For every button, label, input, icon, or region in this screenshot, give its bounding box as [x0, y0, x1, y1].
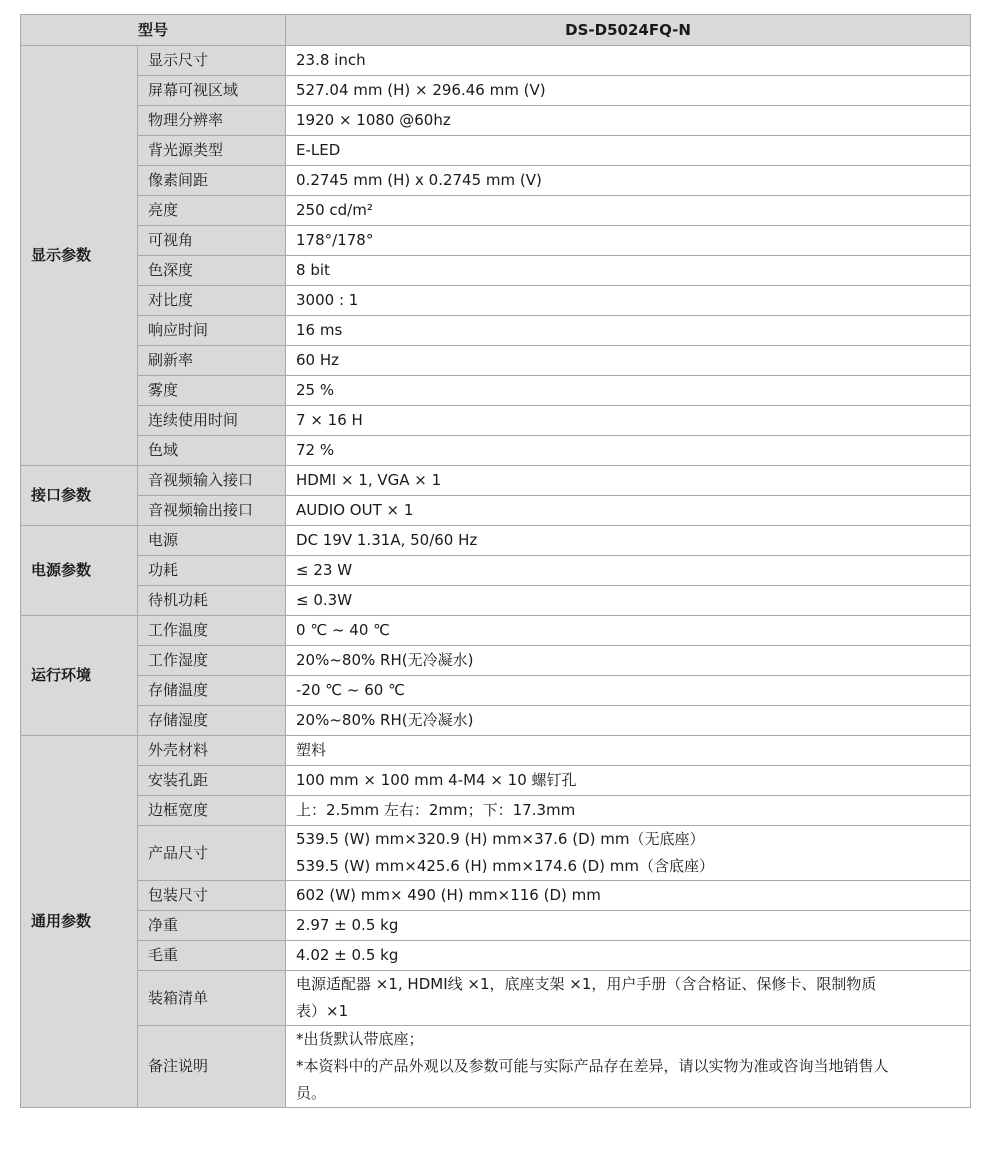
- param-value: [286, 46, 971, 76]
- param-value: [286, 1026, 971, 1108]
- table-row: [21, 436, 971, 466]
- value-line: 0.2745 mm (H) x 0.2745 mm (V): [296, 171, 542, 189]
- table-row: [21, 706, 971, 736]
- table-row: [21, 226, 971, 256]
- table-row: [21, 136, 971, 166]
- header-row: [21, 15, 971, 46]
- param-label: 显示尺寸: [138, 46, 286, 76]
- table-row: [21, 76, 971, 106]
- param-label: 可视角: [138, 226, 286, 256]
- value-line: 178°/178°: [296, 231, 374, 249]
- param-value: [286, 796, 971, 826]
- value-line: 电源适配器 ×1, HDMI线 ×1，底座支架 ×1，用户手册（含合格证、保修卡、限制物质: [296, 975, 877, 993]
- param-value: [286, 766, 971, 796]
- param-value: [286, 256, 971, 286]
- group-label: 显示参数: [21, 46, 138, 466]
- value-line: 7 × 16 H: [296, 411, 363, 429]
- param-label: 存储湿度: [138, 706, 286, 736]
- param-label: 功耗: [138, 556, 286, 586]
- param-label: 音视频输入接口: [138, 466, 286, 496]
- table-row: [21, 466, 971, 496]
- table-row: [21, 316, 971, 346]
- value-line: E-LED: [296, 141, 341, 159]
- param-label: 毛重: [138, 941, 286, 971]
- param-value: [286, 406, 971, 436]
- spec-body: [21, 46, 971, 1108]
- value-line: 539.5 (W) mm×425.6 (H) mm×174.6 (D) mm（含底座）: [296, 857, 715, 875]
- spec-sheet: [20, 14, 971, 1108]
- value-line: 8 bit: [296, 261, 330, 279]
- value-line: 塑料: [296, 741, 327, 759]
- group-label: 通用参数: [21, 736, 138, 1108]
- param-value: [286, 376, 971, 406]
- model-value: DS-D5024FQ-N: [286, 15, 971, 46]
- param-value: [286, 346, 971, 376]
- param-label: 物理分辨率: [138, 106, 286, 136]
- value-line: 0 ℃ ~ 40 ℃: [296, 621, 390, 639]
- model-label: 型号: [21, 15, 286, 46]
- param-label: 工作湿度: [138, 646, 286, 676]
- value-line: 1920 × 1080 @60hz: [296, 111, 451, 129]
- param-value: [286, 706, 971, 736]
- table-row: [21, 826, 971, 881]
- param-label: 亮度: [138, 196, 286, 226]
- param-label: 外壳材料: [138, 736, 286, 766]
- value-line: AUDIO OUT × 1: [296, 501, 414, 519]
- param-label: 音视频输出接口: [138, 496, 286, 526]
- param-value: [286, 556, 971, 586]
- value-line: 员。: [296, 1084, 327, 1102]
- param-value: [286, 911, 971, 941]
- param-value: [286, 466, 971, 496]
- param-value: [286, 586, 971, 616]
- param-label: 色深度: [138, 256, 286, 286]
- table-row: [21, 1026, 971, 1108]
- value-line: 23.8 inch: [296, 51, 366, 69]
- value-line: 上：2.5mm 左右：2mm；下：17.3mm: [296, 801, 576, 819]
- param-label: 电源: [138, 526, 286, 556]
- param-value: [286, 136, 971, 166]
- value-line: 16 ms: [296, 321, 343, 339]
- param-value: [286, 106, 971, 136]
- table-row: [21, 496, 971, 526]
- param-value: [286, 496, 971, 526]
- param-value: [286, 616, 971, 646]
- table-row: [21, 196, 971, 226]
- param-value: [286, 941, 971, 971]
- value-line: DC 19V 1.31A, 50/60 Hz: [296, 531, 478, 549]
- param-label: 对比度: [138, 286, 286, 316]
- value-line: 3000 : 1: [296, 291, 359, 309]
- param-label: 响应时间: [138, 316, 286, 346]
- value-line: 20%~80% RH(无冷凝水): [296, 711, 474, 729]
- param-label: 包装尺寸: [138, 881, 286, 911]
- param-label: 装箱清单: [138, 971, 286, 1026]
- group-label: 接口参数: [21, 466, 138, 526]
- param-label: 备注说明: [138, 1026, 286, 1108]
- param-value: [286, 316, 971, 346]
- value-line: HDMI × 1, VGA × 1: [296, 471, 442, 489]
- param-label: 存储温度: [138, 676, 286, 706]
- param-label: 边框宽度: [138, 796, 286, 826]
- param-value: [286, 436, 971, 466]
- param-label: 工作温度: [138, 616, 286, 646]
- table-row: [21, 256, 971, 286]
- table-row: [21, 676, 971, 706]
- value-line: 72 %: [296, 441, 335, 459]
- param-value: [286, 226, 971, 256]
- param-value: [286, 76, 971, 106]
- param-value: [286, 971, 971, 1026]
- table-row: [21, 971, 971, 1026]
- param-label: 安装孔距: [138, 766, 286, 796]
- table-row: [21, 46, 971, 76]
- param-label: 连续使用时间: [138, 406, 286, 436]
- value-line: 250 cd/m²: [296, 201, 373, 219]
- param-label: 屏幕可视区域: [138, 76, 286, 106]
- table-row: [21, 616, 971, 646]
- param-label: 背光源类型: [138, 136, 286, 166]
- value-line: 60 Hz: [296, 351, 340, 369]
- table-row: [21, 556, 971, 586]
- param-value: [286, 166, 971, 196]
- table-row: [21, 941, 971, 971]
- value-line: ≤ 23 W: [296, 561, 353, 579]
- param-value: [286, 286, 971, 316]
- param-label: 色域: [138, 436, 286, 466]
- param-value: [286, 526, 971, 556]
- value-line: 539.5 (W) mm×320.9 (H) mm×37.6 (D) mm（无底座）: [296, 830, 705, 848]
- param-value: [286, 736, 971, 766]
- spec-table: [20, 14, 971, 1108]
- table-row: [21, 376, 971, 406]
- table-row: [21, 646, 971, 676]
- value-line: ≤ 0.3W: [296, 591, 353, 609]
- value-line: 602 (W) mm× 490 (H) mm×116 (D) mm: [296, 886, 601, 904]
- group-label: 电源参数: [21, 526, 138, 616]
- value-line: -20 ℃ ~ 60 ℃: [296, 681, 405, 699]
- param-label: 雾度: [138, 376, 286, 406]
- value-line: 527.04 mm (H) × 296.46 mm (V): [296, 81, 546, 99]
- table-row: [21, 106, 971, 136]
- param-value: [286, 676, 971, 706]
- value-line: *本资料中的产品外观以及参数可能与实际产品存在差异，请以实物为准或咨询当地销售人: [296, 1057, 889, 1075]
- group-label: 运行环境: [21, 616, 138, 736]
- table-row: [21, 796, 971, 826]
- table-row: [21, 881, 971, 911]
- table-row: [21, 766, 971, 796]
- value-line: 4.02 ± 0.5 kg: [296, 946, 399, 964]
- param-value: [286, 646, 971, 676]
- param-label: 产品尺寸: [138, 826, 286, 881]
- value-line: 2.97 ± 0.5 kg: [296, 916, 399, 934]
- param-value: [286, 826, 971, 881]
- param-label: 像素间距: [138, 166, 286, 196]
- param-label: 待机功耗: [138, 586, 286, 616]
- table-row: [21, 166, 971, 196]
- value-line: *出货默认带底座；: [296, 1030, 424, 1048]
- param-value: [286, 881, 971, 911]
- table-row: [21, 526, 971, 556]
- value-line: 20%~80% RH(无冷凝水): [296, 651, 474, 669]
- value-line: 25 %: [296, 381, 335, 399]
- param-label: 净重: [138, 911, 286, 941]
- value-line: 100 mm × 100 mm 4-M4 × 10 螺钉孔: [296, 771, 577, 789]
- param-value: [286, 196, 971, 226]
- table-row: [21, 736, 971, 766]
- table-row: [21, 911, 971, 941]
- param-label: 刷新率: [138, 346, 286, 376]
- table-row: [21, 586, 971, 616]
- table-row: [21, 406, 971, 436]
- value-line: 表）×1: [296, 1002, 349, 1020]
- table-row: [21, 346, 971, 376]
- table-row: [21, 286, 971, 316]
